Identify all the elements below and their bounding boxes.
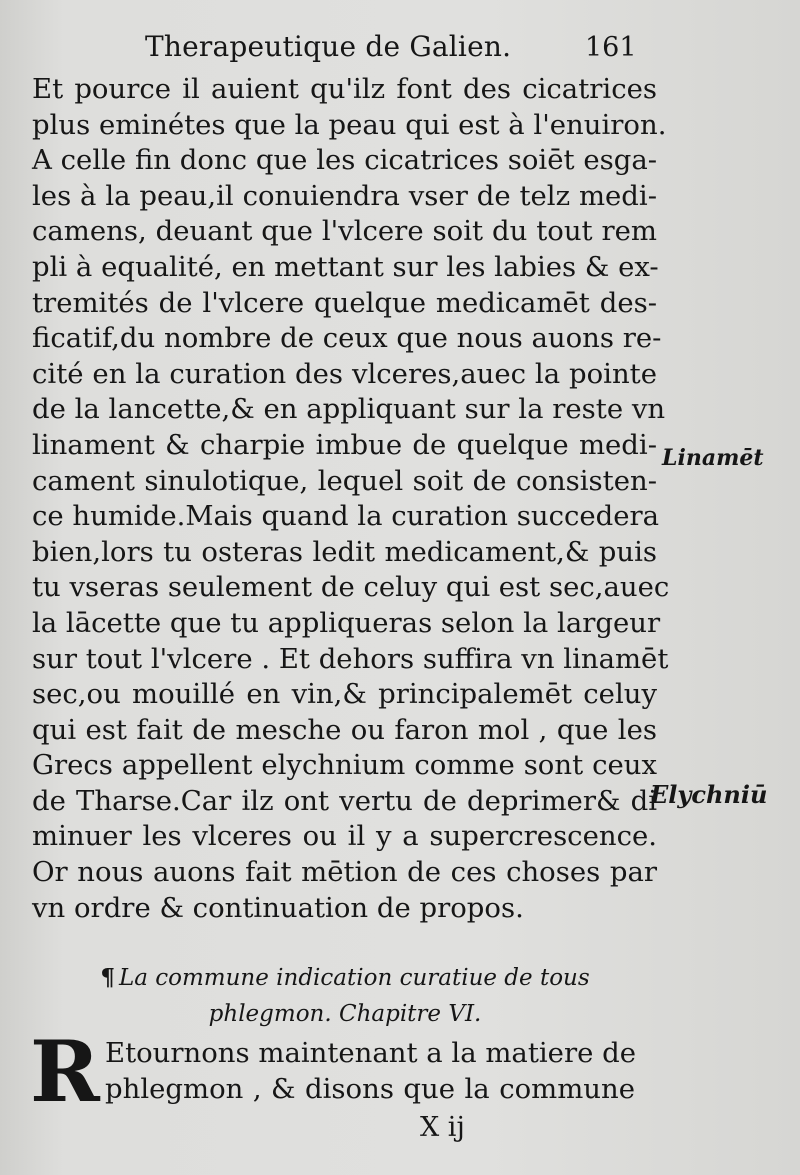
text-line: Etournons maintenant a la matiere de [105, 1037, 636, 1069]
text-line: qui est fait de mesche ou faron mol , que les [32, 713, 657, 746]
text-line: vn ordre & continuation de propos. [32, 891, 524, 924]
text-line: cament sinulotique, lequel soit de consisten- [32, 464, 657, 497]
chapter-heading-line [95, 960, 595, 996]
page-number: 161 [585, 32, 637, 63]
chapter-heading-line: phlegmon. Chapitre VI. [208, 1001, 482, 1027]
chapter-heading-text: La commune indication curatiue de tous [118, 965, 590, 991]
text-line: ficatif,du nombre de ceux que nous auons re- [32, 322, 662, 355]
text-line: Grecs appellent elychnium comme sont ceux [32, 749, 657, 782]
text-line: bien,lors tu osteras ledit medicament,& puis [32, 535, 657, 568]
margin-note-elychnium: Elychniū [650, 780, 768, 809]
text-line: ce humide.Mais quand la curation succedera [32, 500, 660, 533]
text-line: pli à equalité, en mettant sur les labies & ex- [32, 250, 659, 283]
text-line: minuer les vlceres ou il y a supercrescence. [32, 820, 657, 853]
drop-cap-initial: R [30, 1022, 100, 1121]
text-line: sur tout l'vlcere . Et dehors suffira vn linamēt [32, 642, 669, 675]
text-line: les à la peau,il conuiendra vser de telz medi- [32, 179, 657, 212]
text-line: cité en la curation des vlceres,auec la pointe [32, 357, 657, 390]
signature-mark: X ij [420, 1112, 465, 1143]
opening-paragraph [105, 1036, 635, 1107]
pilcrow-mark: ¶ [100, 964, 115, 991]
text-line: Et pource il auient qu'ilz font des cicatrices [32, 73, 657, 105]
text-line: camens, deuant que l'vlcere soit du tout rem [32, 215, 657, 248]
running-title: Therapeutique de Galien. [145, 30, 512, 63]
main-text-block [32, 72, 670, 926]
text-line: de la lancette,& en appliquant sur la reste vn [32, 393, 666, 426]
text-line: phlegmon , & disons que la commune [105, 1072, 635, 1105]
text-line: tremités de l'vlcere quelque medicamēt des- [32, 286, 657, 319]
text-line: plus eminétes que la peau qui est à l'enuiron. [32, 108, 667, 141]
margin-note-linament: Linamēt [662, 445, 764, 471]
text-line: tu vseras seulement de celuy qui est sec,auec [32, 571, 670, 604]
text-line: sec,ou mouillé en vin,& principalemēt celuy [32, 678, 657, 711]
text-line: la lācette que tu appliqueras selon la largeur [32, 606, 661, 639]
text-line: de Tharse.Car ilz ont vertu de deprimer& di [32, 784, 657, 817]
text-line: A celle fin donc que les cicatrices soiēt esga- [32, 144, 657, 177]
chapter-heading [95, 960, 595, 1032]
text-line: Or nous auons fait mētion de ces choses par [32, 856, 657, 889]
text-line: linament & charpie imbue de quelque medi- [32, 428, 657, 461]
